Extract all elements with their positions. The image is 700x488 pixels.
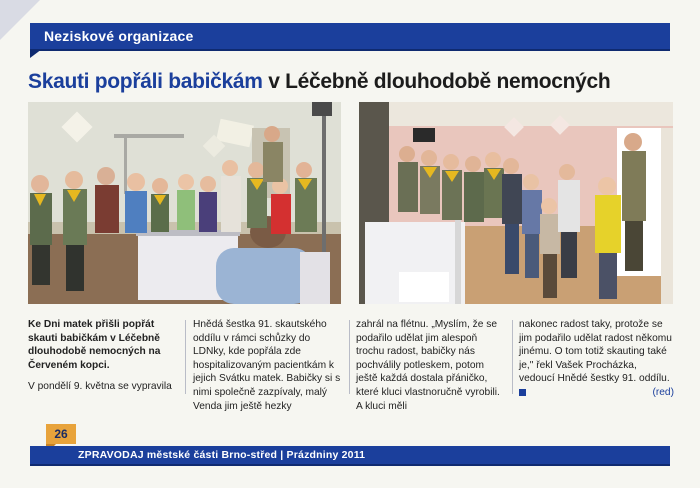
photo-scouts-singing [359, 102, 673, 304]
banner-notch [30, 49, 42, 58]
photo-scouts-at-bedside [28, 102, 341, 304]
page-number: 26 [46, 424, 76, 444]
article-column-3 [356, 318, 507, 413]
article-text-4: nakonec radost taky, protože se jim podařilo udělat radost někomu jinému. O tom totiž skauting také je," řekl Vašek Procházka, vedoucí Hnědé šestky 91. oddílu. [519, 319, 672, 385]
column-divider [185, 320, 186, 394]
article-headline [28, 70, 610, 94]
article-lead: Ke Dni matek přišli popřát skauti babičkám v Léčebně dlouhodobě nemocných na Červeném kopci. [28, 319, 161, 371]
footer-bar [30, 446, 670, 466]
signoff-row [519, 386, 674, 400]
headline-highlight: Skauti popřáli babičkám [28, 70, 263, 93]
article-column-4 [519, 318, 674, 400]
footer-text: ZPRAVODAJ městské části Brno-střed | Prázdniny 2011 [78, 449, 366, 461]
end-of-article-mark [519, 389, 526, 396]
article-column-1 [28, 318, 180, 394]
article-text-3: zahrál na flétnu. „Myslím, že se podařilo udělat jim alespoň trochu radost, babičky nás pochválily potleskem, potom ještě každá dostala přáničko, které kluci vlastnoručně vyrobili. A kluci měli [356, 319, 500, 412]
headline-rest: v Léčebně dlouhodobě nemocných [262, 70, 611, 93]
section-banner [30, 23, 670, 51]
column-divider [512, 320, 513, 394]
author-signoff: (red) [652, 386, 674, 398]
article-column-2 [193, 318, 345, 413]
section-title: Neziskové organizace [44, 28, 194, 44]
article-text-1: V pondělí 9. května se vypravila [28, 381, 172, 393]
column-divider [349, 320, 350, 394]
article-text-2: Hnědá šestka 91. skautského oddílu v rámci schůzky do LDNky, kde popřála zde hospitalizovaným pacientkám k jejich Svátku matek. Babičky si s nimi společně zazpívaly, malý Venda jim ještě hezky [193, 319, 341, 412]
